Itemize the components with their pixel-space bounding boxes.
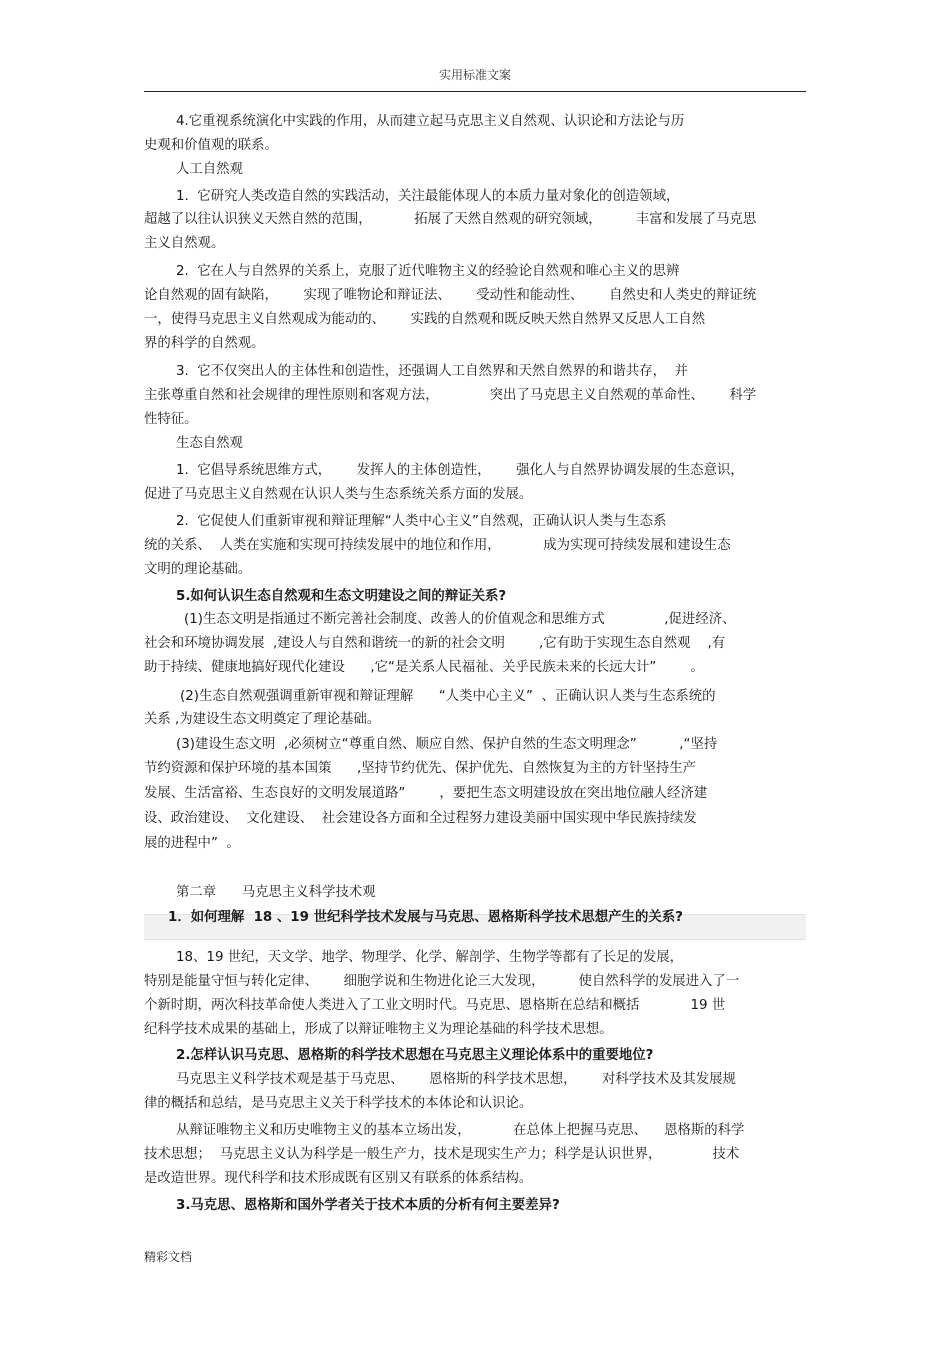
text-line: 统的关系、 人类在实施和实现可持续发展中的地位和作用， 成为实现可持续发展和建设生态	[144, 538, 731, 553]
text-line: 3. 它不仅突出人的主体性和创造性，还强调人工自然界和天然自然界的和谐共存， 并	[176, 364, 688, 379]
text-line: 个新时期，两次科技革命使人类进入了工业文明时代。马克思、恩格斯在总结和概括 19 世	[144, 998, 726, 1013]
text-line: 1. 它研究人类改造自然的实践活动，关注最能体现人的本质力量对象化的创造领域，	[176, 189, 680, 204]
text-line: 5.如何认识生态自然观和生态文明建设之间的辩证关系?	[176, 589, 507, 604]
text-line: 主张尊重自然和社会规律的理性原则和客观方法， 突出了马克思主义自然观的革命性、 科学	[144, 388, 757, 403]
text-line: 人工自然观	[176, 162, 243, 177]
text-line: 第二章 马克思主义科学技术观	[176, 885, 376, 900]
text-line: 文明的理论基础。	[144, 562, 252, 577]
text-line: 4.它重视系统演化中实践的作用，从而建立起马克思主义自然观、认识论和方法论与历	[176, 114, 685, 129]
header-divider	[144, 91, 806, 92]
text-line: 2. 它促使人们重新审视和辩证理解“人类中心主义”自然观，正确认识人类与生态系	[176, 514, 667, 529]
text-line: 超越了以往认识狭义天然自然的范围， 拓展了天然自然观的研究领域， 丰富和发展了马克思	[144, 212, 757, 227]
page-header: 实用标准文案	[438, 68, 511, 82]
text-line: 发展、生活富裕、生态良好的文明发展道路” ，要把生态文明建设放在突出地位融人经济建	[144, 786, 708, 801]
text-line: 展的进程中” 。	[144, 836, 240, 851]
text-line: 社会和环境协调发展 ,建设人与自然和谐统一的新的社会文明 ,它有助于实现生态自然观 ,有	[144, 636, 726, 651]
text-line: (1)生态文明是指通过不断完善社会制度、改善人的价值观念和思维方式 ,促进经济、	[184, 612, 736, 627]
text-line: 论自然观的固有缺陷， 实现了唯物论和辩证法、 受动性和能动性、 自然史和人类史的辩证统	[144, 288, 757, 303]
text-line: 是改造世界。现代科学和技术形成既有区别又有联系的体系结构。	[144, 1171, 533, 1186]
text-line: 特别是能量守恒与转化定律、 细胞学说和生物进化论三大发现， 使自然科学的发展进入了一	[144, 974, 740, 989]
text-line: 18、19 世纪，天文学、地学、物理学、化学、解剖学、生物学等都有了长足的发展，	[176, 950, 684, 965]
text-line: 界的科学的自然观。	[144, 336, 265, 351]
text-line: 3.马克思、恩格斯和国外学者关于技术本质的分析有何主要差异?	[176, 1198, 560, 1213]
text-line: 纪科学技术成果的基础上，形成了以辩证唯物主义为理论基础的科学技术思想。	[144, 1022, 613, 1037]
text-line: (3)建设生态文明 ,必须树立“尊重自然、顺应自然、保护自然的生态文明理念” ,“坚持	[176, 737, 718, 752]
text-line: 一，使得马克思主义自然观成为能动的、 实践的自然观和既反映天然自然界又反思人工自然	[144, 312, 706, 327]
text-line: 2.怎样认识马克思、恩格斯的科学技术思想在马克思主义理论体系中的重要地位?	[176, 1048, 654, 1063]
text-line: 主义自然观。	[144, 236, 225, 251]
text-line: 1．如何理解 18 、19 世纪科学技术发展与马克思、恩格斯科学技术思想产生的关系?	[168, 910, 683, 925]
text-line: 马克思主义科学技术观是基于马克思、 恩格斯的科学技术思想， 对科学技术及其发展规	[176, 1072, 736, 1087]
text-line: 2. 它在人与自然界的关系上，克服了近代唯物主义的经验论自然观和唯心主义的思辨	[176, 264, 680, 279]
text-line: 设、政治建设、 文化建设、 社会建设各方面和全过程努力建设美丽中国实现中华民族持续发	[144, 811, 697, 826]
text-line: 关系 ,为建设生态文明奠定了理论基础。	[144, 712, 381, 727]
text-line: (2)生态自然观强调重新审视和辩证理解 “人类中心主义” 、正确认识人类与生态系统的	[180, 689, 716, 704]
text-line: 1. 它倡导系统思维方式， 发挥人的主体创造性， 强化人与自然界协调发展的生态意识，	[176, 463, 744, 478]
text-line: 助于持续、健康地搞好现代化建设 ,它“是关系人民福祉、关乎民族未来的长远大计” 。	[144, 660, 704, 675]
text-line: 性特征。	[144, 412, 198, 427]
text-line: 促进了马克思主义自然观在认识人类与生态系统关系方面的发展。	[144, 487, 533, 502]
text-line: 技术思想； 马克思主义认为科学是一般生产力，技术是现实生产力；科学是认识世界， 技术	[144, 1147, 740, 1162]
text-line: 律的概括和总结，是马克思主义关于科学技术的本体论和认识论。	[144, 1096, 533, 1111]
text-line: 从辩证唯物主义和历史唯物主义的基本立场出发， 在总体上把握马克思、 恩格斯的科学	[176, 1123, 745, 1138]
page-footer: 精彩文档	[144, 1250, 193, 1264]
text-line: 生态自然观	[176, 436, 243, 451]
text-line: 史观和价值观的联系。	[144, 138, 278, 153]
text-line: 节约资源和保护环境的基本国策 ,坚持节约优先、保护优先、自然恢复为主的方针坚持生产	[144, 761, 697, 776]
